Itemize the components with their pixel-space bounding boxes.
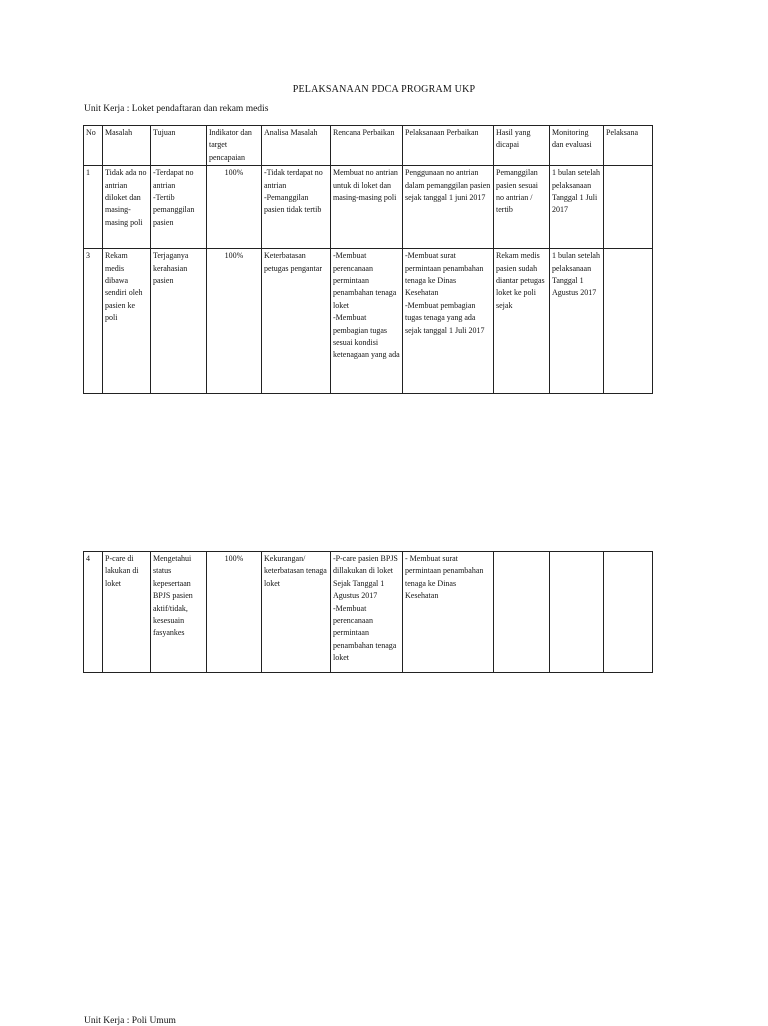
table-header-row [84,126,653,166]
cell-no: 1 [84,166,103,249]
cell-pelaksanaan: - Membuat surat permintaan penambahan tenaga ke Dinas Kesehatan [403,552,494,673]
cell-monitoring: 1 bulan setelah pelaksanaan Tanggal 1 Agustus 2017 [550,249,604,394]
cell-analisa: -Tidak terdapat no antrian -Pemanggilan pasien tidak tertib [262,166,331,249]
header-analisa: Analisa Masalah [262,126,331,166]
table-row [84,166,653,249]
cell-pelaksana [604,552,653,673]
document-title: PELAKSANAAN PDCA PROGRAM UKP [292,84,476,95]
cell-analisa: Keterbatasan petugas pengantar [262,249,331,394]
unit-kerja-label: Unit Kerja : Loket pendaftaran dan rekam medis [84,104,269,114]
pdca-table [83,125,653,394]
cell-rencana: Membuat no antrian untuk di loket dan masing-masing poli [331,166,403,249]
cell-analisa: Kekurangan/ keterbatasan tenaga loket [262,552,331,673]
unit-kerja-label-next: Unit Kerja : Poli Umum [84,1016,176,1026]
cell-hasil: Rekam medis pasien sudah diantar petugas loket ke poli sejak [494,249,550,394]
cell-hasil: Pemanggilan pasien sesuai no antrian / tertib [494,166,550,249]
cell-masalah: Tidak ada no antrian diloket dan masing-masing poli [103,166,151,249]
cell-no: 3 [84,249,103,394]
header-tujuan: Tujuan [151,126,207,166]
cell-indikator: 100% [207,166,262,249]
cell-tujuan: -Terdapat no antrian -Tertib pemanggilan pasien [151,166,207,249]
cell-hasil [494,552,550,673]
header-rencana: Rencana Perbaikan [331,126,403,166]
cell-indikator: 100% [207,249,262,394]
cell-no: 4 [84,552,103,673]
header-pelaksanaan: Pelaksanaan Perbaikan [403,126,494,166]
header-indikator: Indikator dan target pencapaian [207,126,262,166]
cell-pelaksanaan: Penggunaan no antrian dalam pemanggilan pasien sejak tanggal 1 juni 2017 [403,166,494,249]
header-no: No [84,126,103,166]
cell-pelaksana [604,249,653,394]
table-row [84,249,653,394]
cell-monitoring: 1 bulan setelah pelaksanaan Tanggal 1 Juli 2017 [550,166,604,249]
cell-masalah: P-care di lakukan di loket [103,552,151,673]
cell-masalah: Rekam medis dibawa sendiri oleh pasien ke poli [103,249,151,394]
header-hasil: Hasil yang dicapai [494,126,550,166]
table-row [84,552,653,673]
header-pelaksana: Pelaksana [604,126,653,166]
cell-pelaksana [604,166,653,249]
header-masalah: Masalah [103,126,151,166]
cell-tujuan: Terjaganya kerahasian pasien [151,249,207,394]
cell-rencana: -Membuat perencanaan permintaan penambahan tenaga loket -Membuat pembagian tugas sesuai kondisi ketenagaan yang ada [331,249,403,394]
pdca-table-continued [83,551,653,673]
cell-tujuan: Mengetahui status kepesertaan BPJS pasien aktif/tidak, kesesuain fasyankes [151,552,207,673]
cell-pelaksanaan: -Membuat surat permintaan penambahan tenaga ke Dinas Kesehatan -Membuat pembagian tugas tenaga yang ada sejak tanggal 1 Juli 2017 [403,249,494,394]
cell-monitoring [550,552,604,673]
cell-indikator: 100% [207,552,262,673]
cell-rencana: -P-care pasien BPJS dillakukan di loket Sejak Tanggal 1 Agustus 2017 -Membuat perencanaan permintaan penambahan tenaga loket [331,552,403,673]
header-monitoring: Monitoring dan evaluasi [550,126,604,166]
